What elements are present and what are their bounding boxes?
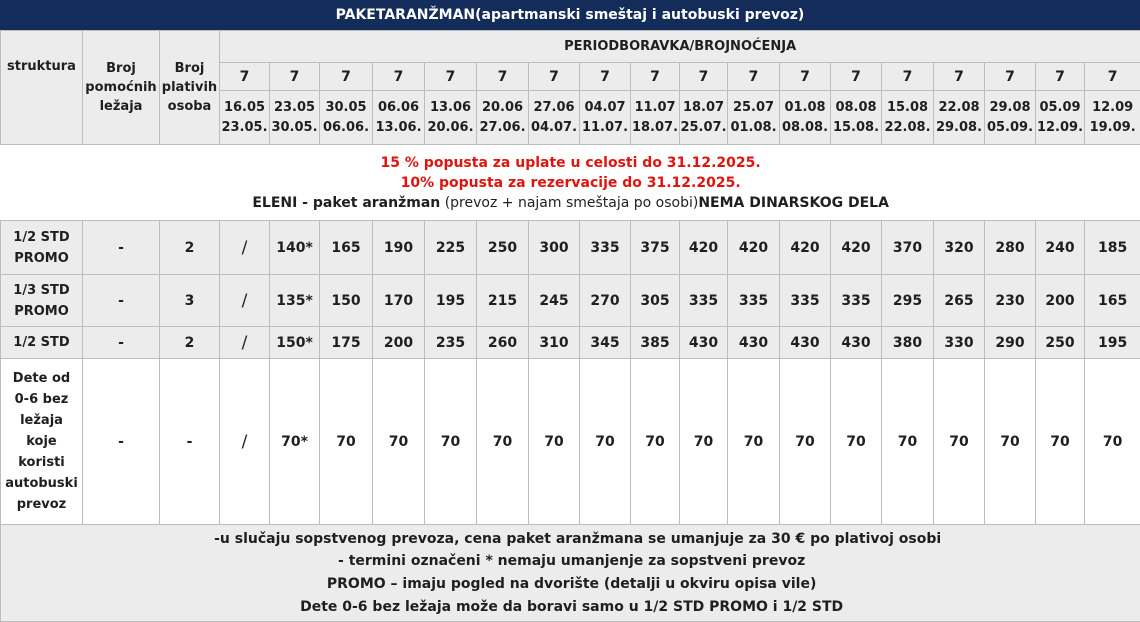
price-cell: 225 [425, 221, 477, 275]
paying-persons-cell: 2 [160, 221, 220, 275]
header-structure: struktura [1, 31, 83, 145]
price-table [0, 30, 1140, 622]
period-cell: 05.09 12.09. [1036, 91, 1085, 145]
price-cell: 240 [1036, 221, 1085, 275]
price-cell: 430 [831, 327, 882, 359]
price-cell: 335 [580, 221, 631, 275]
nights-cell: 7 [780, 63, 831, 91]
table-row [1, 221, 1140, 275]
price-cell: 260 [477, 327, 529, 359]
price-cell: 135* [270, 275, 320, 327]
price-cell: 305 [631, 275, 680, 327]
period-cell: 29.08 05.09. [985, 91, 1036, 145]
nights-cell: 7 [320, 63, 373, 91]
price-cell: 270 [580, 275, 631, 327]
period-cell: 22.08 29.08. [934, 91, 985, 145]
period-cell: 12.09 19.09. [1085, 91, 1140, 145]
discount-full-payment: 15 % popusta za uplate u celosti do 31.12.2025. [380, 154, 761, 171]
nights-cell: 7 [529, 63, 580, 91]
nights-cell: 7 [1036, 63, 1085, 91]
price-cell: 335 [680, 275, 728, 327]
price-cell: 200 [373, 327, 425, 359]
note-asterisk: - termini označeni * nemaju umanjenje za sopstveni prevoz [338, 553, 806, 570]
price-cell: 185 [1085, 221, 1140, 275]
price-cell: 70 [728, 359, 780, 525]
price-cell: 290 [985, 327, 1036, 359]
slash-cell: / [220, 275, 270, 327]
price-cell: 265 [934, 275, 985, 327]
period-cell: 11.07 18.07. [631, 91, 680, 145]
price-cell: 385 [631, 327, 680, 359]
nights-cell: 7 [631, 63, 680, 91]
price-cell: 420 [728, 221, 780, 275]
nights-cell: 7 [373, 63, 425, 91]
price-cell: 165 [1085, 275, 1140, 327]
period-cell: 16.05 23.05. [220, 91, 270, 145]
table-row [1, 327, 1140, 359]
price-cell: 175 [320, 327, 373, 359]
price-cell: 235 [425, 327, 477, 359]
price-cell: 70 [631, 359, 680, 525]
price-cell: 300 [529, 221, 580, 275]
period-cell: 18.07 25.07. [680, 91, 728, 145]
price-cell: 430 [680, 327, 728, 359]
price-cell: 70 [934, 359, 985, 525]
nights-cell: 7 [1085, 63, 1140, 91]
nights-cell: 7 [477, 63, 529, 91]
nights-cell: 7 [580, 63, 631, 91]
period-cell: 15.08 22.08. [882, 91, 934, 145]
period-cell: 01.08 08.08. [780, 91, 831, 145]
price-cell: 150* [270, 327, 320, 359]
period-cell: 30.05 06.06. [320, 91, 373, 145]
price-cell: 70 [580, 359, 631, 525]
price-cell: 420 [831, 221, 882, 275]
note-promo: PROMO – imaju pogled na dvorište (detalji u okviru opisa vile) [326, 576, 817, 592]
price-cell: 70 [529, 359, 580, 525]
note-own-transport: -u slučaju sopstvenog prevoza, cena paket aranžmana se umanjuje za 30 € po plativoj osobi [214, 530, 942, 547]
price-cell: 70 [1085, 359, 1140, 525]
extra-beds-cell: - [83, 275, 160, 327]
price-cell: 70 [477, 359, 529, 525]
nights-cell: 7 [831, 63, 882, 91]
nights-cell: 7 [934, 63, 985, 91]
extra-beds-cell: - [83, 221, 160, 275]
extra-beds-cell: - [83, 359, 160, 525]
period-cell: 25.07 01.08. [728, 91, 780, 145]
slash-cell: / [220, 359, 270, 525]
price-cell: 70 [425, 359, 477, 525]
price-cell: 70 [882, 359, 934, 525]
price-cell: 70 [1036, 359, 1085, 525]
price-cell: 70 [985, 359, 1036, 525]
price-cell: 380 [882, 327, 934, 359]
period-cell: 20.06 27.06. [477, 91, 529, 145]
price-cell: 430 [728, 327, 780, 359]
price-cell: 335 [728, 275, 780, 327]
period-cell: 04.07 11.07. [580, 91, 631, 145]
table-row [1, 359, 1140, 525]
price-cell: 230 [985, 275, 1036, 327]
price-cell: 335 [831, 275, 882, 327]
price-cell: 330 [934, 327, 985, 359]
price-cell: 250 [1036, 327, 1085, 359]
period-cell: 08.08 15.08. [831, 91, 882, 145]
price-cell: 70 [320, 359, 373, 525]
nights-cell: 7 [882, 63, 934, 91]
price-cell: 140* [270, 221, 320, 275]
price-cell: 430 [780, 327, 831, 359]
price-cell: 295 [882, 275, 934, 327]
period-cell: 06.06 13.06. [373, 91, 425, 145]
package-description: ELENI - paket aranžman (prevoz + najam smeštaja po osobi)NEMA DINARSKOG DELA [252, 194, 889, 211]
nights-cell: 7 [728, 63, 780, 91]
price-cell: 165 [320, 221, 373, 275]
period-cell: 23.05 30.05. [270, 91, 320, 145]
paying-persons-cell: 3 [160, 275, 220, 327]
price-cell: 195 [425, 275, 477, 327]
paying-persons-cell: - [160, 359, 220, 525]
price-cell: 190 [373, 221, 425, 275]
price-cell: 375 [631, 221, 680, 275]
price-cell: 245 [529, 275, 580, 327]
nights-cell: 7 [220, 63, 270, 91]
table-title: PAKETARANŽMAN(apartmanski smeštaj i autobuski prevoz) [0, 0, 1140, 30]
slash-cell: / [220, 221, 270, 275]
period-cell: 13.06 20.06. [425, 91, 477, 145]
nights-cell: 7 [680, 63, 728, 91]
price-cell: 70 [831, 359, 882, 525]
note-child: Dete 0-6 bez ležaja može da boravi samo u 1/2 STD PROMO i 1/2 STD [300, 598, 844, 615]
room-type-label: 1/3 STD PROMO [1, 275, 83, 327]
price-cell: 170 [373, 275, 425, 327]
period-cell: 27.06 04.07. [529, 91, 580, 145]
price-cell: 420 [780, 221, 831, 275]
header-paying-persons: Broj plativih osoba [160, 31, 220, 145]
price-cell: 70 [780, 359, 831, 525]
nights-cell: 7 [270, 63, 320, 91]
room-type-label: 1/2 STD [1, 327, 83, 359]
header-extra-beds: Broj pomoćnih ležaja [83, 31, 160, 145]
notes [1, 525, 1140, 622]
header-period: PERIODBORAVKA/BROJNOĆENJA [220, 31, 1140, 63]
price-cell: 310 [529, 327, 580, 359]
room-type-label: Dete od 0-6 bez ležaja koje koristi autobuski prevoz [1, 359, 83, 525]
slash-cell: / [220, 327, 270, 359]
price-cell: 195 [1085, 327, 1140, 359]
paying-persons-cell: 2 [160, 327, 220, 359]
price-cell: 70* [270, 359, 320, 525]
promo-banner [1, 145, 1140, 221]
nights-cell: 7 [425, 63, 477, 91]
nights-cell: 7 [985, 63, 1036, 91]
room-type-label: 1/2 STD PROMO [1, 221, 83, 275]
price-cell: 215 [477, 275, 529, 327]
price-cell: 70 [373, 359, 425, 525]
price-cell: 420 [680, 221, 728, 275]
price-cell: 200 [1036, 275, 1085, 327]
discount-reservation: 10% popusta za rezervacije do 31.12.2025. [400, 174, 741, 191]
price-cell: 250 [477, 221, 529, 275]
price-cell: 150 [320, 275, 373, 327]
table-row [1, 275, 1140, 327]
price-cell: 370 [882, 221, 934, 275]
price-cell: 320 [934, 221, 985, 275]
price-cell: 345 [580, 327, 631, 359]
price-cell: 70 [680, 359, 728, 525]
price-cell: 335 [780, 275, 831, 327]
price-cell: 280 [985, 221, 1036, 275]
extra-beds-cell: - [83, 327, 160, 359]
